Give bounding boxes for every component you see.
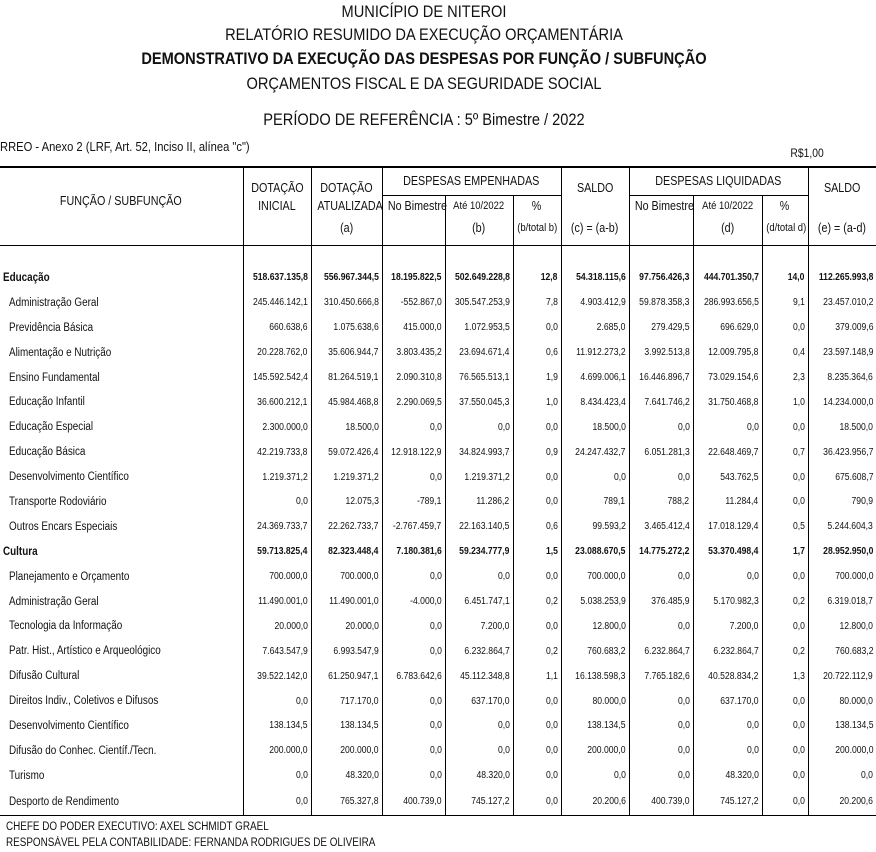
cell-value: 700.000,0 — [243, 564, 311, 589]
cell-value: 1.219.371,2 — [445, 465, 513, 490]
subfunction-row — [0, 514, 876, 539]
cell-value: 7,8 — [513, 290, 561, 315]
cell-value: 0,0 — [382, 564, 445, 589]
row-label: Alimentação e Nutrição — [9, 346, 112, 359]
executive-signature: CHEFE DO PODER EXECUTIVO: AXEL SCHMIDT GRAEL — [6, 821, 269, 833]
cell-value: 200.000,0 — [311, 738, 382, 763]
cell-value: 18.500,0 — [561, 415, 629, 440]
subfunction-row — [0, 639, 876, 664]
row-label: Administração Geral — [9, 595, 99, 608]
cell-value: 556.967.344,5 — [311, 266, 382, 291]
cell-value: 11.490.001,0 — [311, 589, 382, 614]
cell-value: 22.262.733,7 — [311, 514, 382, 539]
cell-value: 6.232.864,7 — [629, 639, 693, 664]
cell-value: 20.000,0 — [311, 614, 382, 639]
cell-value: 0,0 — [445, 738, 513, 763]
cell-value: 0,0 — [382, 763, 445, 788]
cell-value: 12.800,0 — [808, 614, 876, 639]
cell-value: -789,1 — [382, 490, 445, 515]
cell-value: 0,5 — [762, 514, 808, 539]
cell-value: 28.952.950,0 — [808, 539, 876, 564]
cell-value: 717.170,0 — [311, 689, 382, 714]
cell-value: 48.320,0 — [693, 763, 762, 788]
subfunction-row — [0, 315, 876, 340]
dotacao-atualizada-header: DOTAÇÃO — [311, 167, 382, 195]
municipality-title: MUNICÍPIO DE NITEROI — [341, 2, 507, 21]
cell-value: 48.320,0 — [311, 763, 382, 788]
cell-value: 1,0 — [762, 390, 808, 415]
cell-value: 59.713.825,4 — [243, 539, 311, 564]
report-title: RELATÓRIO RESUMIDO DA EXECUÇÃO ORÇAMENTÁRIA — [225, 25, 623, 44]
cell-value: 37.550.045,3 — [445, 390, 513, 415]
cell-value: 0,0 — [762, 763, 808, 788]
cell-value: 0,0 — [629, 714, 693, 739]
cell-value: 0,6 — [513, 340, 561, 365]
cell-value: 0,0 — [382, 465, 445, 490]
reference-period: PERÍODO DE REFERÊNCIA : 5º Bimestre / 2022 — [263, 110, 585, 129]
subfunction-row — [0, 714, 876, 739]
cell-value: 0,0 — [243, 490, 311, 515]
cell-value: 637.170,0 — [693, 689, 762, 714]
cell-value: 0,0 — [513, 564, 561, 589]
cell-value: 0,0 — [693, 564, 762, 589]
cell-value: 0,0 — [629, 465, 693, 490]
saldo-c-header: SALDO — [561, 167, 629, 195]
cell-value: 0,0 — [762, 490, 808, 515]
cell-value: 1,1 — [513, 664, 561, 689]
expenses-table: FUNÇÃO / SUBFUNÇÃO DOTAÇÃO DOTAÇÃO DESPESAS EMPENHADAS SALDO DESPESAS LIQUIDADAS SALDO INICIAL ATUALIZADA No Bimestre Até 10/2022 % No Bimestre Até 10/2022 % (a) (b) (b/total b) (c) = (a-b) (d) (d/total d) (e) = (a-d) Educação 518.637.135,8 556.967.344,5 18.195.822,5 502.649.228,8 12,8 54.318.115,6 97.756.426,3 444.701.350,7 14,0 112.265.993,8 Administração Geral 245.446.142,1 310.450.666,8 -552.867,0 305.547.253,9 7,8 4.903.412,9 59.878.358,3 286.993.656,5 9,1 23.457.010,2 Previdência Básica 660.638,6 1.075.638,6 415.000,0 1.072.953,5 0,0 2.685,0 279.429,5 696.629,0 0,0 379.009,6 Alimentação e Nutrição 20.228.762,0 35.606.944,7 3.803.435,2 23.694.671,4 0,6 11.912.273,2 3.992.513,8 12.009.795,8 0,4 23.597.148,9 Ensino Fundamental 145.592.542,4 81.264.519,1 2.090.310,8 76.565.513,1 1,9 4.699.006,1 16.446.896,7 73.029.154,6 2,3 8.235.364,6 Educação Infantil 36.600.212,1 45.984.468,8 2.290.069,5 37.550.045,3 1,0 8.434.423,4 7.641.746,2 31.750.468,8 1,0 14.234.000,0 Educação Especial 2.300.000,0 18.500,0 0,0 0,0 0,0 18.500,0 0,0 0,0 0,0 18.500,0 Educação Básica 42.219.733,8 59.072.426,4 12.918.122,9 34.824.993,7 0,9 24.247.432,7 6.051.281,3 22.648.469,7 0,7 36.423.956,7 Desenvolvimento Científico 1.219.371,2 1.219.371,2 0,0 1.219.371,2 0,0 0,0 0,0 543.762,5 0,0 675.608,7 Transporte Rodoviário 0,0 12.075,3 -789,1 11.286,2 0,0 789,1 788,2 11.284,4 0,0 790,9 Outros Encars Especiais 24.369.733,7 22.262.733,7 -2.767.459,7 22.163.140,5 0,6 99.593,2 3.465.412,4 17.018.129,4 0,5 5.244.604,3 Cultura 59.713.825,4 82.323.448,4 7.180.381,6 59.234.777,9 1,5 23.088.670,5 14.775.272,2 53.370.498,4 1,7 28.952.950,0 Planejamento e Orçamento 700.000,0 700.000,0 0,0 0,0 0,0 700.000,0 0,0 0,0 0,0 700.000,0 Administração Geral 11.490.001,0 11.490.001,0 -4.000,0 6.451.747,1 0,2 5.038.253,9 376.485,9 5.170.982,3 0,2 6.319.018,7 Tecnologia da Informação 20.000,0 20.000,0 0,0 7.200,0 0,0 12.800,0 0,0 7.200,0 0,0 12.800,0 Patr. Hist., Artístico e Arqueológico 7.643.547,9 6.993.547,9 0,0 6.232.864,7 0,2 760.683,2 6.232.864,7 6.232.864,7 0,2 760.683,2 Difusão Cultural 39.522.142,0 61.250.947,1 6.783.642,6 45.112.348,8 1,1 16.138.598,3 7.765.182,6 40.528.834,2 1,3 20.722.112,9 Direitos Indiv., Coletivos e Difusos 0,0 717.170,0 0,0 637.170,0 0,0 80.000,0 0,0 637.170,0 0,0 80.000,0 Desenvolvimento Científico 138.134,5 138.134,5 0,0 0,0 0,0 138.134,5 0,0 0,0 0,0 138.134,5 Difusão do Conhec. Científ./Tecn. 200.000,0 200.000,0 0,0 0,0 0,0 200.000,0 0,0 0,0 0,0 200.000,0 Turismo 0,0 48.320,0 0,0 48.320,0 0,0 0,0 0,0 48.320,0 0,0 0,0 Desporto de Rendimento 0,0 765.327,8 400.739,0 745.127,2 0,0 20.200,6 400.739,0 745.127,2 0,0 20.200,6 — [0, 166, 876, 816]
liquidadas-ate-header: Até 10/2022 — [693, 195, 762, 217]
function-header: FUNÇÃO / SUBFUNÇÃO — [0, 167, 243, 239]
cell-value: 0,0 — [513, 315, 561, 340]
cell-value: 0,7 — [762, 440, 808, 465]
cell-value: -4.000,0 — [382, 589, 445, 614]
cell-value: 700.000,0 — [311, 564, 382, 589]
cell-value: 245.446.142,1 — [243, 290, 311, 315]
cell-value: 745.127,2 — [693, 788, 762, 816]
cell-value: 11.912.273,2 — [561, 340, 629, 365]
cell-value: 7.200,0 — [693, 614, 762, 639]
cell-value: 1,5 — [513, 539, 561, 564]
cell-value: 81.264.519,1 — [311, 365, 382, 390]
row-label: Educação Básica — [9, 446, 86, 459]
cell-value: 7.200,0 — [445, 614, 513, 639]
row-label: Cultura — [3, 545, 38, 558]
cell-value: -2.767.459,7 — [382, 514, 445, 539]
cell-value: 0,0 — [513, 490, 561, 515]
cell-value: 23.597.148,9 — [808, 340, 876, 365]
cell-value: 790,9 — [808, 490, 876, 515]
cell-value: 6.783.642,6 — [382, 664, 445, 689]
cell-value: 36.423.956,7 — [808, 440, 876, 465]
cell-value: 279.429,5 — [629, 315, 693, 340]
cell-value: 788,2 — [629, 490, 693, 515]
cell-value: 31.750.468,8 — [693, 390, 762, 415]
row-label: Outros Encars Especiais — [9, 520, 118, 533]
cell-value: 1.075.638,6 — [311, 315, 382, 340]
row-label: Educação Especial — [9, 421, 94, 434]
cell-value: 200.000,0 — [561, 738, 629, 763]
cell-value: 0,0 — [561, 763, 629, 788]
cell-value: 700.000,0 — [808, 564, 876, 589]
cell-value: 0,0 — [629, 689, 693, 714]
cell-value: 415.000,0 — [382, 315, 445, 340]
cell-value: 7.180.381,6 — [382, 539, 445, 564]
empenhadas-ate-header: Até 10/2022 — [445, 195, 513, 217]
cell-value: 34.824.993,7 — [445, 440, 513, 465]
cell-value: 145.592.542,4 — [243, 365, 311, 390]
cell-value: 112.265.993,8 — [808, 266, 876, 291]
cell-value: 1.072.953,5 — [445, 315, 513, 340]
cell-value: 20.000,0 — [243, 614, 311, 639]
cell-value: 23.088.670,5 — [561, 539, 629, 564]
cell-value: 660.638,6 — [243, 315, 311, 340]
cell-value: 305.547.253,9 — [445, 290, 513, 315]
cell-value: 0,0 — [382, 415, 445, 440]
liquidadas-bimestre-header: No Bimestre — [629, 195, 693, 217]
cell-value: 12.918.122,9 — [382, 440, 445, 465]
subfunction-row — [0, 415, 876, 440]
cell-value: 0,0 — [762, 564, 808, 589]
cell-value: 45.112.348,8 — [445, 664, 513, 689]
dotacao-inicial-header: DOTAÇÃO — [243, 167, 311, 195]
cell-value: 0,0 — [513, 714, 561, 739]
cell-value: 11.490.001,0 — [243, 589, 311, 614]
row-label: Educação Infantil — [9, 396, 85, 409]
cell-value: 0,4 — [762, 340, 808, 365]
row-label: Patr. Hist., Artístico e Arqueológico — [9, 645, 161, 658]
row-label: Difusão do Conhec. Científ./Tecn. — [9, 744, 157, 757]
cell-value: 1,9 — [513, 365, 561, 390]
currency-unit: R$1,00 — [790, 146, 824, 160]
cell-value: 138.134,5 — [243, 714, 311, 739]
cell-value: 40.528.834,2 — [693, 664, 762, 689]
cell-value: 138.134,5 — [311, 714, 382, 739]
cell-value: 61.250.947,1 — [311, 664, 382, 689]
cell-value: 39.522.142,0 — [243, 664, 311, 689]
cell-value: 6.993.547,9 — [311, 639, 382, 664]
row-label: Desporto de Rendimento — [0, 788, 243, 816]
cell-value: 14.775.272,2 — [629, 539, 693, 564]
cell-value: 9,1 — [762, 290, 808, 315]
cell-value: -552.867,0 — [382, 290, 445, 315]
cell-value: 18.500,0 — [808, 415, 876, 440]
cell-value: 0,0 — [382, 714, 445, 739]
subfunction-row — [0, 465, 876, 490]
cell-value: 11.284,4 — [693, 490, 762, 515]
cell-value: 0,0 — [629, 614, 693, 639]
cell-value: 0,6 — [513, 514, 561, 539]
subfunction-row — [0, 564, 876, 589]
cell-value: 4.699.006,1 — [561, 365, 629, 390]
cell-value: 99.593,2 — [561, 514, 629, 539]
annex-reference: RREO - Anexo 2 (LRF, Art. 52, Inciso II, alínea "c") — [0, 139, 250, 154]
cell-value: 24.369.733,7 — [243, 514, 311, 539]
cell-value: 24.247.432,7 — [561, 440, 629, 465]
cell-value: 789,1 — [561, 490, 629, 515]
cell-value: 0,0 — [762, 788, 808, 816]
cell-value: 3.992.513,8 — [629, 340, 693, 365]
cell-value: 6.232.864,7 — [693, 639, 762, 664]
cell-value: 700.000,0 — [561, 564, 629, 589]
cell-value: 745.127,2 — [445, 788, 513, 816]
subfunction-row — [0, 365, 876, 390]
cell-value: 80.000,0 — [561, 689, 629, 714]
cell-value: 18.500,0 — [311, 415, 382, 440]
function-row — [0, 539, 876, 564]
cell-value: 0,0 — [513, 614, 561, 639]
cell-value: 0,0 — [629, 738, 693, 763]
cell-value: 0,0 — [762, 689, 808, 714]
cell-value: 45.984.468,8 — [311, 390, 382, 415]
cell-value: 0,0 — [513, 465, 561, 490]
cell-value: 0,0 — [808, 763, 876, 788]
cell-value: 0,9 — [513, 440, 561, 465]
cell-value: 760.683,2 — [808, 639, 876, 664]
subfunction-row — [0, 290, 876, 315]
cell-value: 7.765.182,6 — [629, 664, 693, 689]
cell-value: 4.903.412,9 — [561, 290, 629, 315]
cell-value: 0,0 — [561, 465, 629, 490]
row-label: Previdência Básica — [9, 321, 94, 334]
cell-value: 0,0 — [762, 315, 808, 340]
subfunction-row — [0, 614, 876, 639]
cell-value: 12.075,3 — [311, 490, 382, 515]
cell-value: 543.762,5 — [693, 465, 762, 490]
cell-value: 2.300.000,0 — [243, 415, 311, 440]
cell-value: 8.235.364,6 — [808, 365, 876, 390]
cell-value: 0,0 — [629, 763, 693, 788]
row-label: Ensino Fundamental — [9, 371, 100, 384]
cell-value: 0,0 — [693, 714, 762, 739]
subfunction-row — [0, 490, 876, 515]
empenhadas-bimestre-header: No Bimestre — [382, 195, 445, 217]
cell-value: 22.648.469,7 — [693, 440, 762, 465]
cell-value: 59.234.777,9 — [445, 539, 513, 564]
cell-value: 7.643.547,9 — [243, 639, 311, 664]
cell-value: 80.000,0 — [808, 689, 876, 714]
cell-value: 0,0 — [693, 738, 762, 763]
cell-value: 12,8 — [513, 266, 561, 291]
cell-value: 675.608,7 — [808, 465, 876, 490]
cell-value: 1,7 — [762, 539, 808, 564]
cell-value: 0,0 — [629, 564, 693, 589]
cell-value: 1,0 — [513, 390, 561, 415]
cell-value: 17.018.129,4 — [693, 514, 762, 539]
cell-value: 3.465.412,4 — [629, 514, 693, 539]
cell-value: 2.685,0 — [561, 315, 629, 340]
cell-value: 2.090.310,8 — [382, 365, 445, 390]
cell-value: 54.318.115,6 — [561, 266, 629, 291]
cell-value: 518.637.135,8 — [243, 266, 311, 291]
cell-value: 12.800,0 — [561, 614, 629, 639]
cell-value: 6.319.018,7 — [808, 589, 876, 614]
cell-value: 400.739,0 — [382, 788, 445, 816]
cell-value: 765.327,8 — [311, 788, 382, 816]
cell-value: 444.701.350,7 — [693, 266, 762, 291]
cell-value: 696.629,0 — [693, 315, 762, 340]
accounting-signature: RESPONSÁVEL PELA CONTABILIDADE: FERNANDA RODRIGUES DE OLIVEIRA — [6, 837, 376, 849]
cell-value: 400.739,0 — [629, 788, 693, 816]
cell-value: 200.000,0 — [808, 738, 876, 763]
row-label: Difusão Cultural — [9, 670, 80, 683]
cell-value: 1.219.371,2 — [311, 465, 382, 490]
cell-value: 6.451.747,1 — [445, 589, 513, 614]
cell-value: 0,0 — [693, 415, 762, 440]
row-label: Desenvolvimento Científico — [9, 471, 129, 484]
cell-value: 0,0 — [762, 738, 808, 763]
cell-value: 6.051.281,3 — [629, 440, 693, 465]
subfunction-row — [0, 738, 876, 763]
row-label: Direitos Indiv., Coletivos e Difusos — [9, 695, 159, 708]
subfunction-row — [0, 390, 876, 415]
cell-value: 0,0 — [445, 564, 513, 589]
row-label: Planejamento e Orçamento — [9, 570, 130, 583]
cell-value: 0,0 — [762, 714, 808, 739]
cell-value: 502.649.228,8 — [445, 266, 513, 291]
subfunction-row — [0, 689, 876, 714]
cell-value: 35.606.944,7 — [311, 340, 382, 365]
cell-value: 200.000,0 — [243, 738, 311, 763]
cell-value: 22.163.140,5 — [445, 514, 513, 539]
subfunction-row — [0, 788, 876, 816]
cell-value: 0,0 — [513, 763, 561, 788]
cell-value: 6.232.864,7 — [445, 639, 513, 664]
cell-value: 14.234.000,0 — [808, 390, 876, 415]
cell-value: 760.683,2 — [561, 639, 629, 664]
cell-value: 0,0 — [382, 639, 445, 664]
liquidadas-header: DESPESAS LIQUIDADAS — [629, 167, 808, 195]
cell-value: 20.722.112,9 — [808, 664, 876, 689]
cell-value: 59.878.358,3 — [629, 290, 693, 315]
cell-value: 138.134,5 — [561, 714, 629, 739]
cell-value: 8.434.423,4 — [561, 390, 629, 415]
cell-value: 5.170.982,3 — [693, 589, 762, 614]
cell-value: 59.072.426,4 — [311, 440, 382, 465]
cell-value: 20.228.762,0 — [243, 340, 311, 365]
cell-value: 53.370.498,4 — [693, 539, 762, 564]
cell-value: 1,3 — [762, 664, 808, 689]
cell-value: 20.200,6 — [808, 788, 876, 816]
cell-value: 5.038.253,9 — [561, 589, 629, 614]
subfunction-row — [0, 763, 876, 788]
cell-value: 0,0 — [382, 689, 445, 714]
cell-value: 2,3 — [762, 365, 808, 390]
cell-value: 286.993.656,5 — [693, 290, 762, 315]
subfunction-row — [0, 340, 876, 365]
cell-value: 0,2 — [513, 639, 561, 664]
cell-value: 0,0 — [762, 415, 808, 440]
cell-value: 36.600.212,1 — [243, 390, 311, 415]
cell-value: 0,0 — [382, 614, 445, 639]
cell-value: 0,0 — [382, 738, 445, 763]
cell-value: 48.320,0 — [445, 763, 513, 788]
subfunction-row — [0, 440, 876, 465]
cell-value: 0,0 — [445, 415, 513, 440]
cell-value: 310.450.666,8 — [311, 290, 382, 315]
cell-value: 376.485,9 — [629, 589, 693, 614]
cell-value: 5.244.604,3 — [808, 514, 876, 539]
cell-value: 0,2 — [762, 589, 808, 614]
cell-value: 16.138.598,3 — [561, 664, 629, 689]
cell-value: 73.029.154,6 — [693, 365, 762, 390]
cell-value: 0,2 — [513, 589, 561, 614]
function-row — [0, 266, 876, 291]
cell-value: 0,0 — [762, 614, 808, 639]
cell-value: 12.009.795,8 — [693, 340, 762, 365]
row-label: Desenvolvimento Científico — [9, 719, 129, 732]
subfunction-row — [0, 664, 876, 689]
cell-value: 7.641.746,2 — [629, 390, 693, 415]
cell-value: 14,0 — [762, 266, 808, 291]
cell-value: 138.134,5 — [808, 714, 876, 739]
cell-value: 97.756.426,3 — [629, 266, 693, 291]
cell-value: 0,0 — [243, 763, 311, 788]
cell-value: 0,0 — [629, 415, 693, 440]
row-label: Tecnologia da Informação — [9, 620, 123, 633]
cell-value: 0,0 — [445, 714, 513, 739]
cell-value: 637.170,0 — [445, 689, 513, 714]
cell-value: 0,0 — [513, 738, 561, 763]
cell-value: 11.286,2 — [445, 490, 513, 515]
cell-value: 76.565.513,1 — [445, 365, 513, 390]
cell-value: 23.457.010,2 — [808, 290, 876, 315]
budgets-subtitle: ORÇAMENTOS FISCAL E DA SEGURIDADE SOCIAL — [246, 74, 602, 93]
cell-value: 0,0 — [243, 788, 311, 816]
cell-value: 1.219.371,2 — [243, 465, 311, 490]
cell-value: 2.290.069,5 — [382, 390, 445, 415]
cell-value: 20.200,6 — [561, 788, 629, 816]
cell-value: 379.009,6 — [808, 315, 876, 340]
row-label: Administração Geral — [9, 296, 99, 309]
saldo-e-header: SALDO — [808, 167, 876, 195]
cell-value: 0,0 — [243, 689, 311, 714]
row-label: Turismo — [9, 769, 45, 782]
subfunction-row — [0, 589, 876, 614]
cell-value: 0,0 — [762, 465, 808, 490]
cell-value: 0,0 — [513, 689, 561, 714]
row-label: Educação — [3, 271, 50, 284]
cell-value: 18.195.822,5 — [382, 266, 445, 291]
cell-value: 82.323.448,4 — [311, 539, 382, 564]
cell-value: 16.446.896,7 — [629, 365, 693, 390]
cell-value: 3.803.435,2 — [382, 340, 445, 365]
cell-value: 42.219.733,8 — [243, 440, 311, 465]
cell-value: 23.694.671,4 — [445, 340, 513, 365]
empenhadas-header: DESPESAS EMPENHADAS — [382, 167, 561, 195]
cell-value: 0,0 — [513, 415, 561, 440]
row-label: Transporte Rodoviário — [9, 495, 107, 508]
cell-value: 0,0 — [513, 788, 561, 816]
statement-title: DEMONSTRATIVO DA EXECUÇÃO DAS DESPESAS POR FUNÇÃO / SUBFUNÇÃO — [141, 49, 707, 68]
cell-value: 0,2 — [762, 639, 808, 664]
